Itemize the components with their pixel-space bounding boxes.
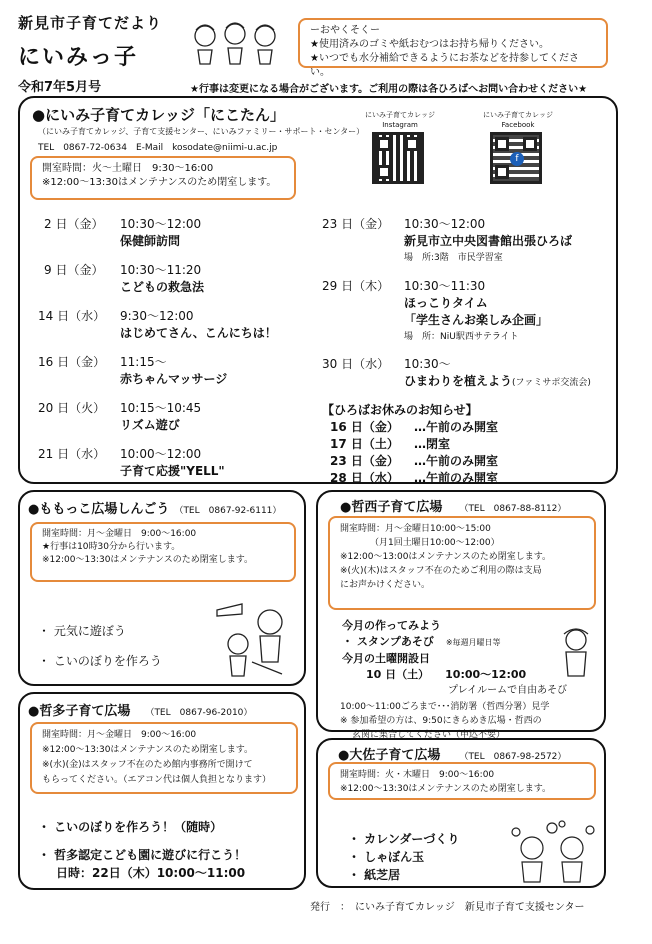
event-time: 10:30～11:30	[404, 279, 486, 293]
publisher-footer: 発行 ： にいみ子育てカレッジ 新見市子育て支援センター	[310, 902, 585, 913]
event-date: 23 日（金）	[322, 217, 390, 231]
event-time: 10:30～12:00	[120, 217, 202, 231]
closure-row	[322, 436, 612, 453]
event-date: 20 日（火）	[38, 401, 106, 415]
event-item	[38, 400, 308, 446]
tessei-title: ●哲西子育て広場	[340, 500, 443, 515]
event-item	[38, 354, 308, 400]
children-illustration	[190, 20, 280, 68]
tessei-hours-box	[328, 516, 596, 610]
event-time: 10:00～12:00	[120, 447, 202, 461]
event-name-suffix: (ファミサポ交流会)	[512, 378, 591, 388]
facebook-qr-code[interactable]	[490, 132, 542, 184]
closure-row	[322, 453, 612, 470]
promise-line-1: ★使用済みのゴミや紙おむつはお持ち帰りください。	[310, 39, 549, 50]
osa-note: ※12:00～13:30はメンテナンスのため閉室します。	[340, 784, 551, 794]
tetta-hours-box	[30, 722, 298, 794]
tessei-hours-1: 開室時間：月～金曜日10:00～15:00	[340, 524, 491, 534]
tessei-saturday-desc: プレイルームで自由あそび	[448, 685, 568, 696]
list-item: ・ 哲多認定こども園に遊びに行こう！	[38, 848, 247, 862]
tetta-title: ●哲多子育て広場	[28, 704, 131, 719]
tessei-tel: （TEL 0867-88-8112）	[459, 504, 567, 514]
tessei-saturday-time: 10:00～12:00	[445, 668, 527, 681]
instagram-label	[360, 110, 440, 130]
firefighter-illustration	[552, 626, 600, 678]
closure-row	[322, 419, 612, 436]
event-date: 29 日（木）	[322, 279, 390, 293]
newsletter-subtitle: 新見市子育てだより	[18, 14, 163, 32]
event-date: 30 日（水）	[322, 357, 390, 371]
tetta-header	[28, 700, 252, 719]
closure-text: …午前のみ開室	[414, 420, 499, 434]
event-time: 10:15～10:45	[120, 401, 202, 415]
event-place: 場 所:3階 市民学習室	[404, 253, 503, 263]
event-date: 2 日（金）	[44, 217, 104, 231]
instagram-label-2: Instagram	[382, 121, 418, 129]
college-contact: TEL 0867-72-0634 E-Mail kosodate@niimi-u.ac.jp	[38, 143, 278, 153]
instagram-qr-code[interactable]	[372, 132, 424, 184]
tessei-saturday-title: 今月の土曜開設日	[342, 652, 430, 665]
event-name: 子育て応援"YELL"	[120, 464, 225, 478]
instagram-label-1: にいみ子育てカレッジ	[365, 111, 435, 119]
closure-date: 17 日（土）	[330, 437, 399, 451]
event-name: こどもの救急法	[120, 280, 205, 294]
college-title: ●にいみ子育てカレッジ「にこたん」	[32, 106, 285, 124]
list-item: ・ こいのぼりを作ろう	[38, 654, 162, 668]
event-place: 場 所：NiU駅西サテライト	[404, 332, 519, 342]
event-time: 11:15～	[120, 355, 167, 369]
tetta-hours: 開室時間：月～金曜日 9:00～16:00	[42, 730, 197, 740]
event-name: はじめてさん、こんにちは！	[120, 326, 277, 340]
event-date: 9 日（金）	[44, 263, 104, 277]
facebook-icon: f	[510, 152, 524, 166]
event-name: 保健師訪問	[120, 234, 181, 248]
facebook-label-2: Facebook	[501, 121, 535, 129]
momokko-note-1: ★行事は10時30分から行います。	[42, 542, 181, 552]
tetta-events	[38, 818, 246, 882]
list-item: ・ こいのぼりを作ろう！（随時）	[38, 820, 223, 834]
promise-notice	[298, 18, 608, 78]
closure-row	[322, 470, 612, 487]
momokko-hours-box	[30, 522, 296, 582]
list-item-time: 日時：22日（木）10:00～11:00	[56, 866, 246, 880]
event-name-2: 「学生さんお楽しみ企画」	[404, 313, 549, 327]
tessei-note-1: ※12:00～13:00はメンテナンスのため閉室します。	[340, 552, 551, 562]
promise-line-2: ★いつでも水分補給できるようにお茶などを持参してください。	[310, 53, 579, 78]
momokko-events	[38, 616, 162, 676]
event-name: 新見市立中央図書館出張ひろば	[404, 234, 573, 248]
event-item	[38, 446, 308, 492]
facebook-label-1: にいみ子育てカレッジ	[483, 111, 553, 119]
momokko-note-2: ※12:00～13:30はメンテナンスのため閉室します。	[42, 555, 253, 565]
closure-title: 【ひろばお休みのお知らせ】	[322, 403, 478, 417]
closure-text: …午前のみ開室	[414, 454, 499, 468]
schedule-change-warning: ★行事は変更になる場合がございます。ご利用の際は各ひろばへお問い合わせください★	[190, 84, 588, 95]
closure-text: …午前のみ開室	[414, 471, 499, 485]
tessei-header	[340, 496, 566, 515]
tessei-note-3: にお声かけください。	[340, 580, 431, 590]
tessei-monthly-note: ※毎週月曜日等	[445, 638, 501, 647]
osa-header	[338, 744, 566, 763]
closure-notice	[322, 402, 612, 487]
tessei-monthly-item-label: ・ スタンプあそび	[342, 635, 434, 648]
newsletter-title: にいみっ子	[18, 45, 139, 70]
list-item: ・ 元気に遊ぼう	[38, 624, 126, 638]
tessei-monthly-title: 今月の作ってみよう	[342, 619, 441, 632]
tetta-note-1: ※12:00～13:30はメンテナンスのため閉室します。	[42, 745, 253, 755]
college-hours-note: ※12:00～13:30はメンテナンスのため閉室します。	[42, 177, 277, 188]
tessei-saturday-note-1: ※ 参加希望の方は、9:50にきらめき広場・哲西の	[340, 716, 542, 726]
event-item	[38, 308, 308, 354]
kids-playing-illustration	[212, 600, 298, 680]
tessei-saturday-date: 10 日（土）	[366, 668, 430, 681]
closure-text: …閉室	[414, 437, 451, 451]
osa-hours-box	[328, 762, 596, 800]
closure-date: 28 日（水）	[330, 471, 399, 485]
event-date: 21 日（水）	[38, 447, 106, 461]
osa-title: ●大佐子育て広場	[338, 748, 441, 763]
event-time: 10:30～12:00	[404, 217, 486, 231]
event-name: 赤ちゃんマッサージ	[120, 372, 228, 386]
closure-date: 16 日（金）	[330, 420, 399, 434]
tetta-tel: （TEL 0867-96-2010）	[145, 708, 253, 718]
event-time: 10:30～11:20	[120, 263, 202, 277]
tetta-note-3: もらってください。（エアコン代は個人負担となります）	[42, 775, 272, 785]
tessei-saturday-note-2: 玄関に集合してください（申込不要）	[352, 730, 506, 740]
college-hours: 開室時間：火～土曜日 9:30～16:00	[42, 163, 214, 174]
tessei-fire-station: 10:00～11:00ごろまで･･･消防署（哲西分署）見学	[340, 702, 550, 712]
osa-events	[348, 830, 459, 884]
event-date: 14 日（水）	[38, 309, 106, 323]
osa-hours: 開室時間：火・木曜日 9:00～16:00	[340, 770, 495, 780]
bubbles-illustration	[510, 818, 598, 884]
promise-title: ーおやくそくー	[310, 25, 380, 36]
momokko-title: ●ももっこ広場しんごう	[28, 502, 170, 517]
event-name-main: ひまわりを植えよう	[404, 374, 513, 388]
event-date: 16 日（金）	[38, 355, 106, 369]
event-name: ほっこりタイム	[404, 296, 488, 310]
tetta-note-2: ※(水)(金)はスタッフ不在のため館内事務所で開けて	[42, 760, 253, 770]
event-time: 9:30～12:00	[120, 309, 194, 323]
tessei-hours-2: （月1回土曜日10:00～12:00）	[370, 538, 500, 548]
closure-date: 23 日（金）	[330, 454, 399, 468]
college-hours-box	[30, 156, 296, 200]
list-item: ・ しゃぼん玉	[348, 850, 425, 864]
osa-tel: （TEL 0867-98-2572）	[459, 752, 567, 762]
momokko-header	[28, 498, 281, 517]
list-item: ・ カレンダーづくり	[348, 832, 460, 846]
tessei-notes	[340, 700, 602, 742]
college-subtitle: （にいみ子育てカレッジ、子育て支援センター、にいみファミリー・サポート・センター）	[38, 127, 365, 136]
issue-date: 令和7年5月号	[18, 80, 102, 95]
event-item	[38, 262, 308, 308]
event-time: 10:30～	[404, 357, 451, 371]
event-list-left	[38, 216, 308, 492]
facebook-label	[478, 110, 558, 130]
tessei-note-2: ※(火)(木)はスタッフ不在のためご利用の際は支局	[340, 566, 542, 576]
event-name	[404, 373, 591, 392]
list-item: ・ 紙芝居	[348, 868, 401, 882]
momokko-tel: （TEL 0867-92-6111）	[174, 506, 282, 516]
momokko-hours: 開室時間：月～金曜日 9:00～16:00	[42, 529, 197, 539]
event-name: リズム遊び	[120, 418, 180, 432]
event-item	[38, 216, 308, 262]
